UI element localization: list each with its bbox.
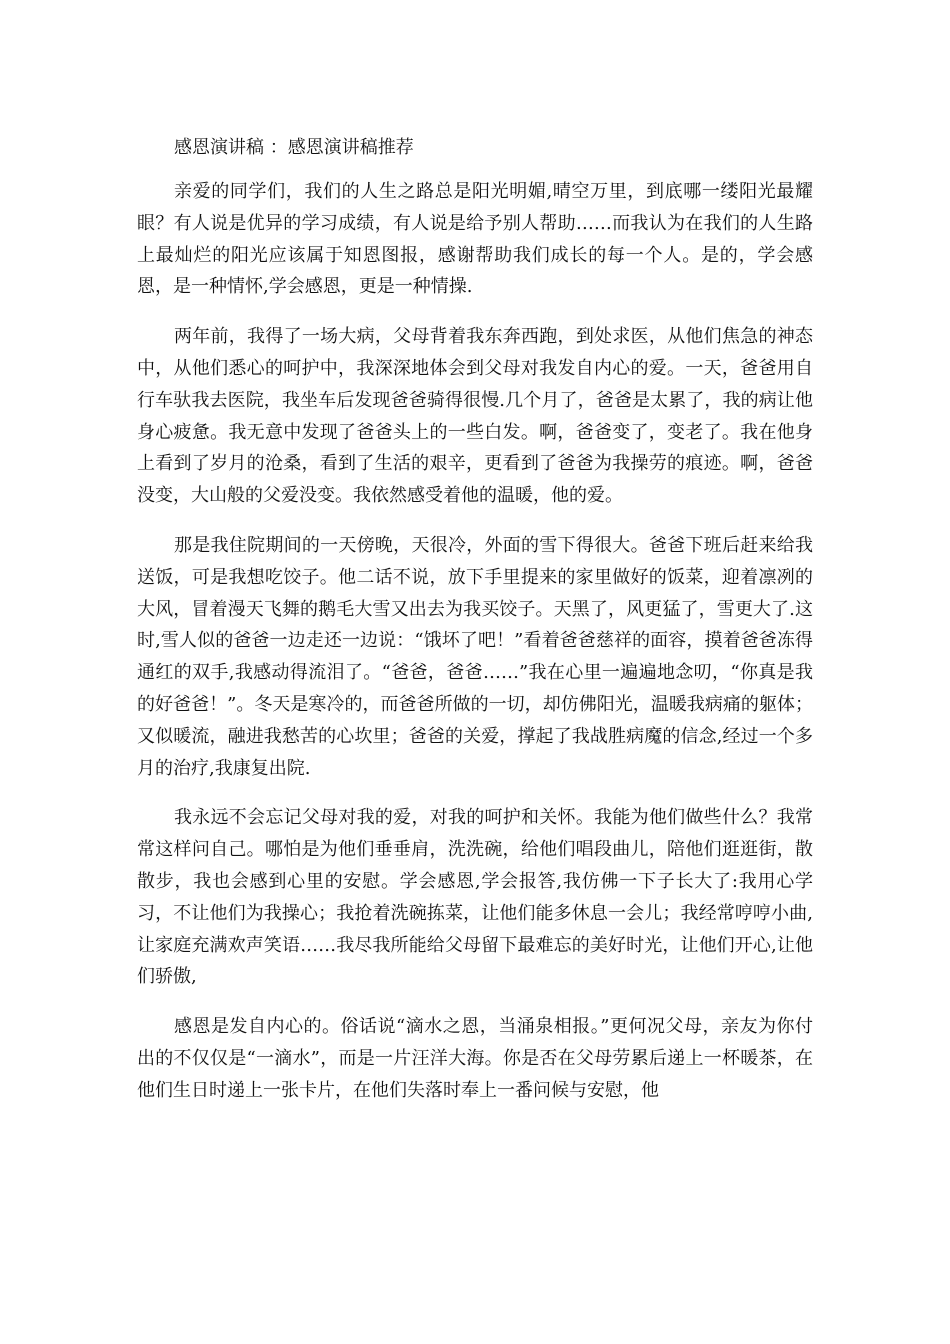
paragraph-4: 我永远不会忘记父母对我的爱，对我的呵护和关怀。我能为他们做些什么？我常常这样问自己。哪怕是为他们垂垂肩，洗洗碗，给他们唱段曲儿，陪他们逛逛街，散散步，我也会感到心里的安慰。学会感恩,学会报答,我仿佛一下子长大了:我用心学习，不让他们为我操心；我抢着洗碗拣菜，让他们能多休息一会儿；我经常哼哼小曲,让家庭充满欢声笑语……我尽我所能给父母留下最难忘的美好时光，让他们开心,让他们骄傲, bbox=[137, 807, 813, 988]
paragraph-5: 感恩是发自内心的。俗话说“滴水之恩，当涌泉相报。”更何况父母，亲友为你付出的不仅仅是“一滴水”，而是一片汪洋大海。你是否在父母劳累后递上一杯暖茶，在他们生日时递上一张卡片，在他们失落时奉上一番问候与安慰，他 bbox=[137, 1016, 813, 1101]
document-body bbox=[137, 132, 813, 1125]
document-title: 感恩演讲稿 ：感恩演讲稿推荐 bbox=[174, 137, 414, 158]
paragraph-3: 那是我住院期间的一天傍晚，天很冷，外面的雪下得很大。爸爸下班后赶来给我送饭，可是我想吃饺子。他二话不说，放下手里提来的家里做好的饭菜，迎着凛冽的大风，冒着漫天飞舞的鹅毛大雪又出去为我买饺子。天黑了，风更猛了，雪更大了.这时,雪人似的爸爸一边走还一边说：“饿坏了吧！”看着爸爸慈祥的面容，摸着爸爸冻得通红的双手,我感动得流泪了。“爸爸，爸爸……”我在心里一遍遍地念叨，“你真是我的好爸爸！”。冬天是寒冷的，而爸爸所做的一切，却仿佛阳光，温暖我病痛的躯体；又似暖流，融进我愁苦的心坎里；爸爸的关爱，撑起了我战胜病魔的信念,经过一个多月的治疗,我康复出院. bbox=[137, 534, 813, 779]
paragraph-1: 亲爱的同学们，我们的人生之路总是阳光明媚,晴空万里，到底哪一缕阳光最耀眼？有人说是优异的学习成绩，有人说是给予别人帮助……而我认为在我们的人生路上最灿烂的阳光应该属于知恩图报，感谢帮助我们成长的每一个人。是的，学会感恩，是一种情怀,学会感恩，更是一种情操. bbox=[137, 181, 813, 298]
paragraph-2: 两年前，我得了一场大病，父母背着我东奔西跑，到处求医，从他们焦急的神态中，从他们悉心的呵护中，我深深地体会到父母对我发自内心的爱。一天，爸爸用自行车驮我去医院，我坐车后发现爸爸骑得很慢.几个月了，爸爸是太累了，我的病让他身心疲惫。我无意中发现了爸爸头上的一些白发。啊，爸爸变了，变老了。我在他身上看到了岁月的沧桑，看到了生活的艰辛，更看到了爸爸为我操劳的痕迹。啊，爸爸没变，大山般的父爱没变。我依然感受着他的温暖，他的爱。 bbox=[137, 326, 813, 507]
